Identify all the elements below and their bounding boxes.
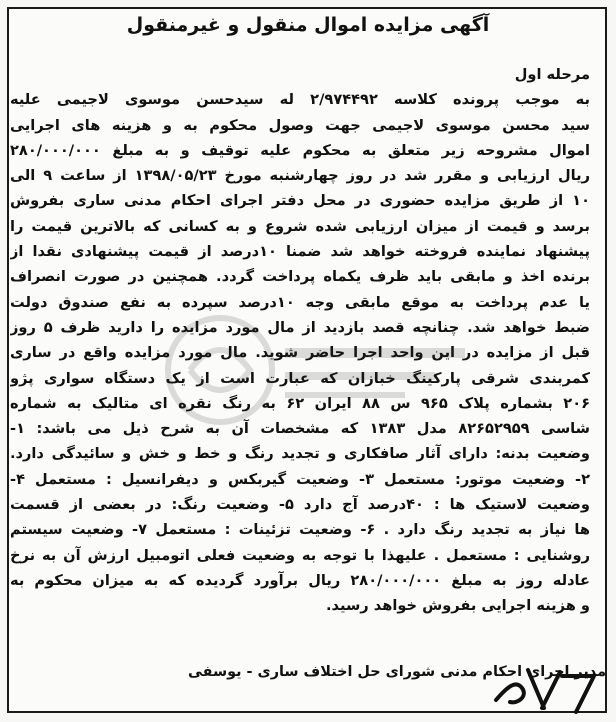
notice-line: و هزینه اجرایی بفروش خواهد رسید. bbox=[326, 597, 590, 615]
notice-line: شاسی ۸۲۶۵۲۹۵۹ مدل ۱۳۸۳ که مشخصات آن به شرح ذیل می باشد: ۱- bbox=[10, 420, 590, 438]
notice-line: قبل از مزایده در این واحد اجرا حاضر شوید. مال مورد مزایده واقع در ساری bbox=[10, 344, 590, 362]
notice-line: برسد و قیمت از میزان ارزیابی شده شروع و به کسانی که بالاترین قیمت را bbox=[10, 217, 590, 235]
notice-title: آگهی مزایده اموال منقول و غیرمنقول bbox=[126, 14, 490, 36]
notice-line: ۱۰ از طریق مزایده حضوری در محل دفتر اجرای احکام مدنی ساری بفروش bbox=[10, 192, 590, 210]
notice-line: اموال مشروحه زیر متعلق به محکوم علیه توقیف و به مبلغ ۲۸۰/۰۰۰/۰۰۰ bbox=[10, 141, 590, 159]
notice-signature: مدیر اجرای احکام مدنی شورای حل اختلاف ساری - یوسفی bbox=[188, 664, 606, 680]
notice-line: وضعیت بدنه: دارای آثار صافکاری و تجدید رنگ و خط و خش و سائیدگی دارد. bbox=[10, 445, 590, 463]
handwritten-code bbox=[488, 652, 606, 722]
notice-line: سید محسن موسوی لاجیمی جهت وصول محکوم به و هزینه های اجرایی bbox=[10, 116, 590, 134]
notice-line: یا عدم پرداخت به موقع مابقی وجه ۱۰درصد سپرده به نفع صندوق دولت bbox=[10, 293, 590, 311]
notice-line: به موجب پرونده کلاسه ۲/۹۷۴۴۹۲ له سیدحسن موسوی لاجیمی علیه bbox=[10, 91, 590, 109]
notice-stage-label: مرحله اول bbox=[514, 66, 590, 83]
notice-line: ۲- وضعیت موتور: مستعمل ۳- وضعیت گیربکس و دیفرانسیل : مستعمل ۴- bbox=[10, 470, 590, 488]
notice-line: ریال ارزیابی و مقرر شد در روز چهارشنبه مورخ ۱۳۹۸/۰۵/۲۳ از ساعت ۹ الی bbox=[10, 167, 590, 185]
notice-line: وضعیت لاستیک ها : ۴۰درصد آج دارد ۵- وضعیت رنگ: در بعضی از قسمت bbox=[10, 496, 590, 514]
notice-line: پیشنهاد نماینده فروخته خواهد شد ضمنا ۱۰درصد از قیمت پیشنهادی نقدا از bbox=[10, 243, 590, 261]
notice-line: ۲۰۶ بشماره پلاک ۹۶۵ س ۸۸ ایران ۶۲ به رنگ نقره ای متالیک به شماره bbox=[10, 394, 590, 412]
notice-line: ها نیاز به تجدید رنگ دارد . ۶- وضعیت تزئینات : مستعمل ۷- وضعیت سیستم bbox=[10, 521, 590, 539]
notice-line: عادله روز به مبلغ ۲۸۰/۰۰۰/۰۰۰ ریال برآورد گردیده که به میزان محکوم به bbox=[10, 571, 590, 589]
notice-line: ضبط خواهد شد. چنانچه قصد بازدید از مال مورد مزایده را دارید ظرف ۵ روز bbox=[10, 318, 590, 336]
notice-line: کمربندی شرقی پارکینگ خبازان که عبارت است از یک دستگاه سواری پژو bbox=[10, 369, 590, 387]
notice-line: روشنایی : مستعمل . علیهذا با توجه به وضعیت فعلی اتومبیل ارزش آن به نرخ bbox=[10, 546, 590, 564]
notice-body bbox=[10, 62, 590, 619]
notice-line: برنده اخذ و مابقی باید ظرف یکماه پرداخت گردد. همچنین در صورت انصراف bbox=[10, 268, 590, 286]
